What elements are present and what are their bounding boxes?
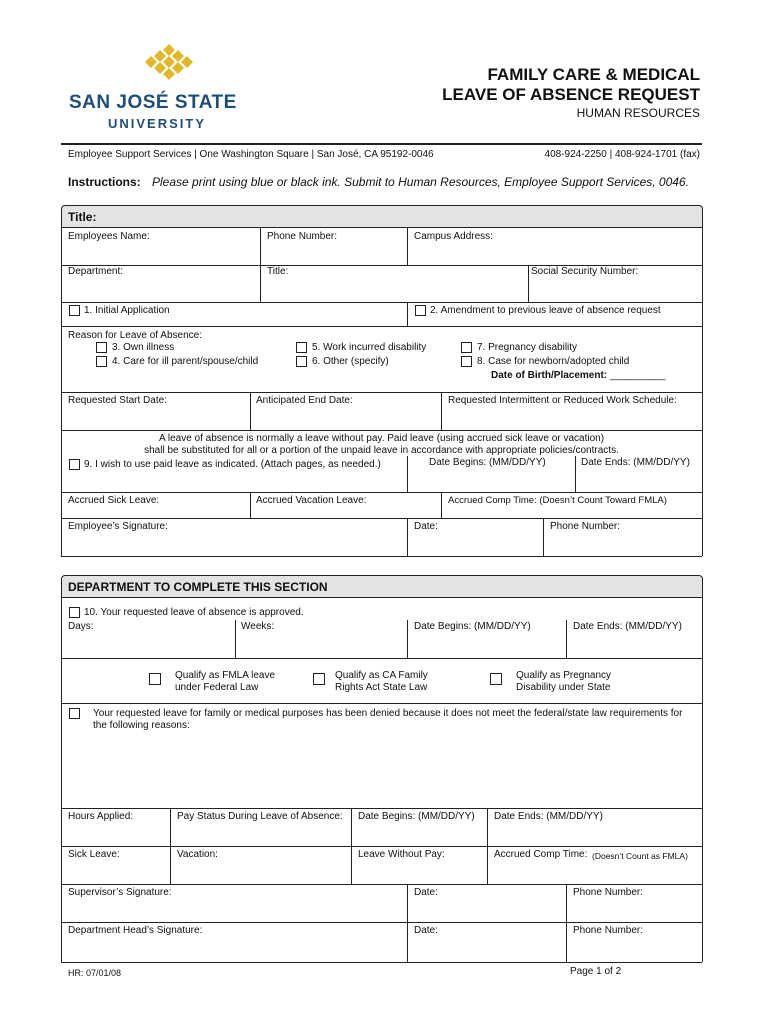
instructions-text: Please print using blue or black ink. Submit to Human Resources, Employee Support Services, 0046. bbox=[152, 175, 689, 189]
pregnancy-disability-label-1: Qualify as Pregnancy bbox=[516, 670, 612, 681]
row-line bbox=[61, 658, 702, 659]
cfra-label-2: Rights Act State Law bbox=[335, 682, 428, 693]
row-line bbox=[61, 884, 702, 885]
col-line bbox=[407, 884, 408, 962]
intermittent-schedule-field[interactable]: Requested Intermittent or Reduced Work Schedule: bbox=[448, 395, 677, 406]
phone-line: 408-924-2250 | 408-924-1701 (fax) bbox=[544, 149, 700, 160]
newborn-label: 8. Case for newborn/adopted child bbox=[477, 356, 630, 367]
newborn-checkbox[interactable] bbox=[461, 356, 472, 367]
dept-date-ends-field[interactable]: Date Ends: (MM/DD/YY) bbox=[573, 621, 682, 632]
col-line bbox=[351, 808, 352, 884]
notice-line1: A leave of absence is normally a leave without pay. Paid leave (using accrued sick leave or vacation) bbox=[158, 433, 605, 444]
row-line bbox=[61, 846, 702, 847]
address-line: Employee Support Services | One Washington Square | San José, CA 95192-0046 bbox=[68, 149, 434, 160]
accrued-vacation-field[interactable]: Accrued Vacation Leave: bbox=[256, 495, 367, 506]
section2-title: DEPARTMENT TO COMPLETE THIS SECTION bbox=[68, 580, 328, 594]
dob-field[interactable]: __________ bbox=[610, 370, 666, 381]
instructions-label: Instructions: bbox=[68, 175, 141, 189]
form-title-line2: LEAVE OF ABSENCE REQUEST bbox=[442, 85, 700, 104]
title-field[interactable]: Title: bbox=[267, 266, 289, 277]
col-line bbox=[575, 456, 576, 492]
supervisor-phone-field[interactable]: Phone Number: bbox=[573, 887, 644, 898]
lwop-field[interactable]: Leave Without Pay: bbox=[358, 849, 445, 860]
header-divider bbox=[61, 143, 702, 145]
dept-head-phone-field[interactable]: Phone Number: bbox=[573, 925, 644, 936]
row-line bbox=[61, 492, 702, 493]
col-line bbox=[487, 808, 488, 884]
dept-head-date-field[interactable]: Date: bbox=[414, 925, 438, 936]
other-checkbox[interactable] bbox=[296, 356, 307, 367]
fmla-label-2: under Federal Law bbox=[175, 682, 259, 693]
col-line bbox=[566, 620, 567, 658]
employee-phone-field[interactable]: Phone Number: bbox=[550, 521, 621, 532]
col-line bbox=[407, 227, 408, 265]
cfra-label-1: Qualify as CA Family bbox=[335, 670, 428, 681]
col-line bbox=[235, 620, 236, 658]
section1-right-border bbox=[702, 227, 703, 556]
weeks-field[interactable]: Weeks: bbox=[241, 621, 275, 632]
ssn-field[interactable]: Social Security Number: bbox=[531, 266, 639, 277]
dob-label: Date of Birth/Placement: bbox=[491, 370, 608, 381]
pregnancy-label: 7. Pregnancy disability bbox=[477, 342, 578, 353]
row-line bbox=[61, 962, 702, 963]
care-ill-family-label: 4. Care for ill parent/spouse/child bbox=[112, 356, 259, 367]
row-line bbox=[61, 326, 702, 327]
care-ill-family-checkbox[interactable] bbox=[96, 356, 107, 367]
phone-number-field[interactable]: Phone Number: bbox=[267, 231, 338, 242]
col-line bbox=[543, 518, 544, 556]
section2-header bbox=[61, 575, 703, 598]
university-sub: UNIVERSITY bbox=[108, 116, 207, 131]
col-line bbox=[170, 808, 171, 884]
own-illness-label: 3. Own illness bbox=[112, 342, 175, 353]
form-id: HR: 07/01/08 bbox=[68, 968, 122, 978]
fmla-checkbox[interactable] bbox=[149, 673, 161, 685]
col-line bbox=[250, 392, 251, 430]
dept-date-begins-field[interactable]: Date Begins: (MM/DD/YY) bbox=[414, 621, 531, 632]
own-illness-checkbox[interactable] bbox=[96, 342, 107, 353]
approved-checkbox[interactable] bbox=[69, 607, 80, 618]
department-field[interactable]: Department: bbox=[68, 266, 124, 277]
pay-status-field[interactable]: Pay Status During Leave of Absence: bbox=[177, 811, 343, 822]
pay-date-begins-field[interactable]: Date Begins: (MM/DD/YY) bbox=[358, 811, 475, 822]
dept-accrued-comp-note: (Doesn’t Count as FMLA) bbox=[592, 851, 688, 861]
col-line bbox=[441, 392, 442, 430]
denied-text-1: Your requested leave for family or medical purposes has been denied because it does not meet the federal/state law requirements for bbox=[93, 708, 683, 719]
sjsu-logo-icon bbox=[140, 44, 198, 86]
section1-title: Title: bbox=[68, 210, 97, 224]
supervisor-date-field[interactable]: Date: bbox=[414, 887, 438, 898]
row-line bbox=[61, 430, 702, 431]
date-begins-field[interactable]: Date Begins: (MM/DD/YY) bbox=[429, 457, 546, 468]
supervisor-signature-field[interactable]: Supervisor’s Signature: bbox=[68, 887, 172, 898]
fmla-label-1: Qualify as FMLA leave bbox=[175, 670, 276, 681]
row-line bbox=[61, 703, 702, 704]
col-line bbox=[407, 302, 408, 326]
campus-address-field[interactable]: Campus Address: bbox=[414, 231, 493, 242]
work-disability-label: 5. Work incurred disability bbox=[312, 342, 427, 353]
row-line bbox=[61, 556, 702, 557]
row-line bbox=[61, 518, 702, 519]
section1-header bbox=[61, 205, 703, 228]
university-name: SAN JOSÉ STATE bbox=[69, 92, 237, 113]
col-line bbox=[260, 227, 261, 302]
col-line bbox=[407, 620, 408, 658]
other-label: 6. Other (specify) bbox=[312, 356, 389, 367]
work-disability-checkbox[interactable] bbox=[296, 342, 307, 353]
denied-checkbox[interactable] bbox=[69, 708, 80, 719]
date-ends-field[interactable]: Date Ends: (MM/DD/YY) bbox=[581, 457, 690, 468]
employee-date-field[interactable]: Date: bbox=[414, 521, 438, 532]
col-line bbox=[250, 492, 251, 518]
sick-leave-field[interactable]: Sick Leave: bbox=[68, 849, 120, 860]
pregnancy-disability-checkbox[interactable] bbox=[490, 673, 502, 685]
anticipated-end-field[interactable]: Anticipated End Date: bbox=[256, 395, 353, 406]
department-name: HUMAN RESOURCES bbox=[576, 106, 700, 120]
dept-accrued-comp-field[interactable]: Accrued Comp Time: bbox=[494, 849, 588, 860]
col-line bbox=[407, 518, 408, 556]
initial-application-checkbox[interactable] bbox=[69, 305, 80, 316]
row-line bbox=[61, 922, 702, 923]
paid-leave-label: 9. I wish to use paid leave as indicated. (Attach pages, as needed.) bbox=[84, 459, 381, 470]
pregnancy-disability-label-2: Disability under State bbox=[516, 682, 611, 693]
dept-head-signature-field[interactable]: Department Head’s Signature: bbox=[68, 925, 203, 936]
amendment-checkbox[interactable] bbox=[415, 305, 426, 316]
notice-line2: shall be substituted for all or a portion of the unpaid leave in accordance with appropriate policies/contracts. bbox=[144, 445, 619, 456]
denied-text-2: the following reasons: bbox=[93, 720, 190, 731]
pay-date-ends-field[interactable]: Date Ends: (MM/DD/YY) bbox=[494, 811, 603, 822]
amendment-label: 2. Amendment to previous leave of absence request bbox=[430, 305, 661, 316]
accrued-comp-field[interactable]: Accrued Comp Time: (Doesn’t Count Toward FMLA) bbox=[448, 495, 667, 506]
accrued-sick-field[interactable]: Accrued Sick Leave: bbox=[68, 495, 160, 506]
row-line bbox=[61, 808, 702, 809]
row-line bbox=[61, 392, 702, 393]
hours-applied-field[interactable]: Hours Applied: bbox=[68, 811, 134, 822]
days-field[interactable]: Days: bbox=[68, 621, 94, 632]
employee-signature-field[interactable]: Employee’s Signature: bbox=[68, 521, 168, 532]
pregnancy-checkbox[interactable] bbox=[461, 342, 472, 353]
col-line bbox=[528, 265, 529, 302]
col-line bbox=[566, 884, 567, 962]
approved-label: 10. Your requested leave of absence is approved. bbox=[84, 607, 304, 618]
requested-start-field[interactable]: Requested Start Date: bbox=[68, 395, 167, 406]
form-title-line1: FAMILY CARE & MEDICAL bbox=[487, 65, 700, 84]
page-number: Page 1 of 2 bbox=[570, 966, 622, 977]
section2-right-border bbox=[702, 597, 703, 962]
cfra-checkbox[interactable] bbox=[313, 673, 325, 685]
col-line bbox=[441, 492, 442, 518]
initial-application-label: 1. Initial Application bbox=[84, 305, 170, 316]
employee-name-field[interactable]: Employees Name: bbox=[68, 231, 150, 242]
vacation-field[interactable]: Vacation: bbox=[177, 849, 218, 860]
col-line bbox=[407, 456, 408, 492]
paid-leave-checkbox[interactable] bbox=[69, 459, 80, 470]
section2-left-border bbox=[61, 597, 62, 962]
reason-label: Reason for Leave of Absence: bbox=[68, 330, 202, 341]
row-line bbox=[61, 302, 702, 303]
